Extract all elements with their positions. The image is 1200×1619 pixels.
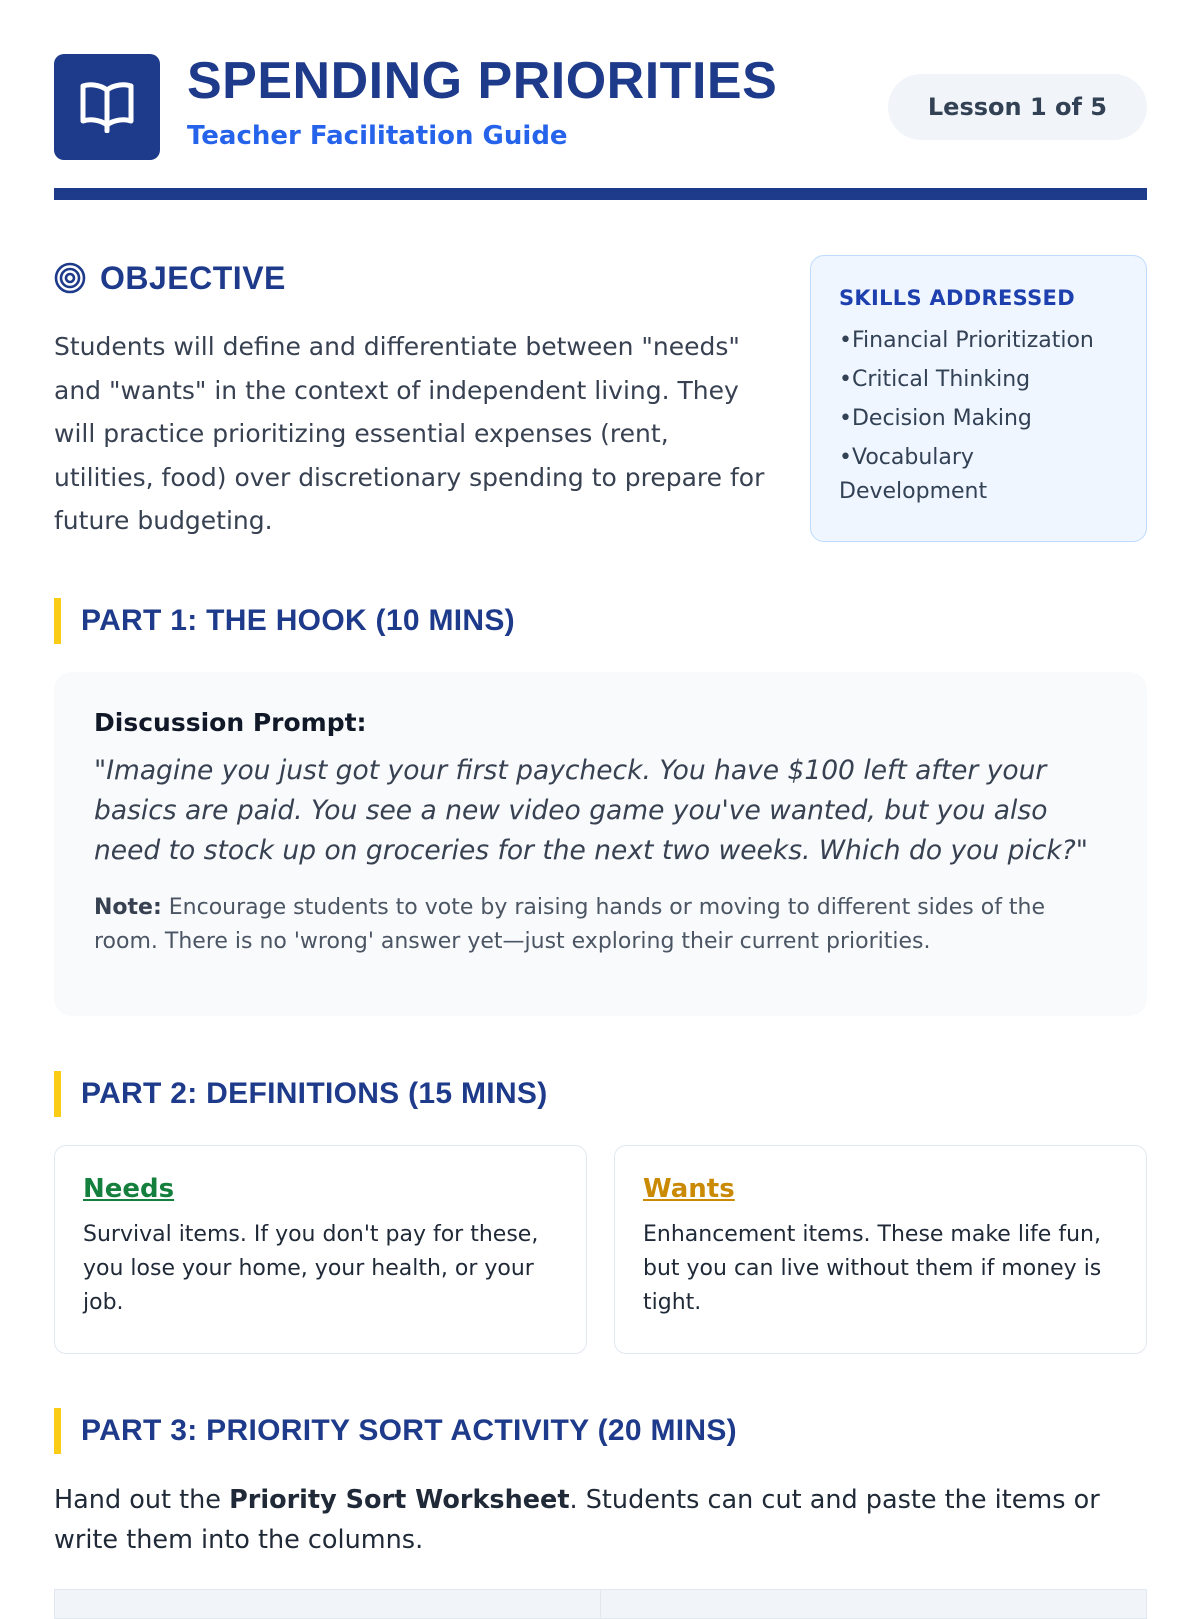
hook-discussion-box	[54, 672, 1147, 1016]
skills-box	[810, 255, 1147, 542]
teacher-note	[94, 891, 1107, 959]
table-column	[600, 1590, 1146, 1618]
activity-instructions	[54, 1480, 1147, 1560]
page-subtitle: Teacher Facilitation Guide	[187, 121, 568, 151]
wants-text: Enhancement items. These make life fun, but you can live without them if money is tight.	[643, 1222, 1102, 1315]
page-title: SPENDING PRIORITIES	[187, 52, 778, 110]
needs-card	[54, 1145, 587, 1354]
header-divider	[54, 188, 1147, 200]
note-text: Encourage students to vote by raising hands or moving to different sides of the room. There is no 'wrong' answer yet—just exploring their current priorities.	[94, 895, 1046, 954]
part2-heading: PART 2: DEFINITIONS (15 MINS)	[54, 1071, 548, 1117]
skills-item: • Financial Prioritization	[839, 324, 1120, 358]
skills-item: • Critical Thinking	[839, 363, 1120, 397]
needs-text: Survival items. If you don't pay for these, you lose your home, your health, or your job.	[83, 1222, 539, 1315]
objective-heading	[54, 258, 286, 298]
discussion-prompt-quote: "Imagine you just got your first paycheck. You have $100 left after your basics are paid. You see a new video game you've wanted, but you also need to stock up on groceries for the next two weeks. Which do you pick?"	[94, 755, 1088, 866]
priority-sort-table	[54, 1589, 1147, 1619]
discussion-prompt-label: Discussion Prompt:	[94, 708, 367, 737]
wants-title: Wants	[643, 1174, 735, 1204]
part1-heading: PART 1: THE HOOK (10 MINS)	[54, 598, 515, 644]
table-column	[55, 1590, 600, 1618]
lesson-badge: Lesson 1 of 5	[888, 74, 1147, 140]
note-label: Note:	[94, 895, 162, 920]
worksheet-name: Priority Sort Worksheet	[229, 1485, 570, 1515]
activity-text-after: . Students can cut and paste the items or write them into the columns.	[54, 1485, 1100, 1555]
skills-item: • Decision Making	[839, 402, 1120, 436]
target-icon	[54, 262, 86, 294]
part3-heading: PART 3: PRIORITY SORT ACTIVITY (20 MINS)	[54, 1408, 737, 1454]
page-header	[54, 54, 1147, 160]
needs-title: Needs	[83, 1174, 175, 1204]
open-book-icon	[54, 54, 160, 160]
objective-title: OBJECTIVE	[100, 259, 286, 296]
objective-text: Students will define and differentiate between "needs" and "wants" in the context of independent living. They will practice prioritizing essential expenses (rent, utilities, food) over discretionary spending to prepare for future budgeting.	[54, 332, 765, 535]
skills-item: • Vocabulary Development	[839, 441, 1120, 509]
wants-card	[614, 1145, 1147, 1354]
skills-title: SKILLS ADDRESSED	[839, 286, 1075, 310]
activity-text-before: Hand out the	[54, 1485, 230, 1515]
skills-list	[839, 324, 1120, 509]
